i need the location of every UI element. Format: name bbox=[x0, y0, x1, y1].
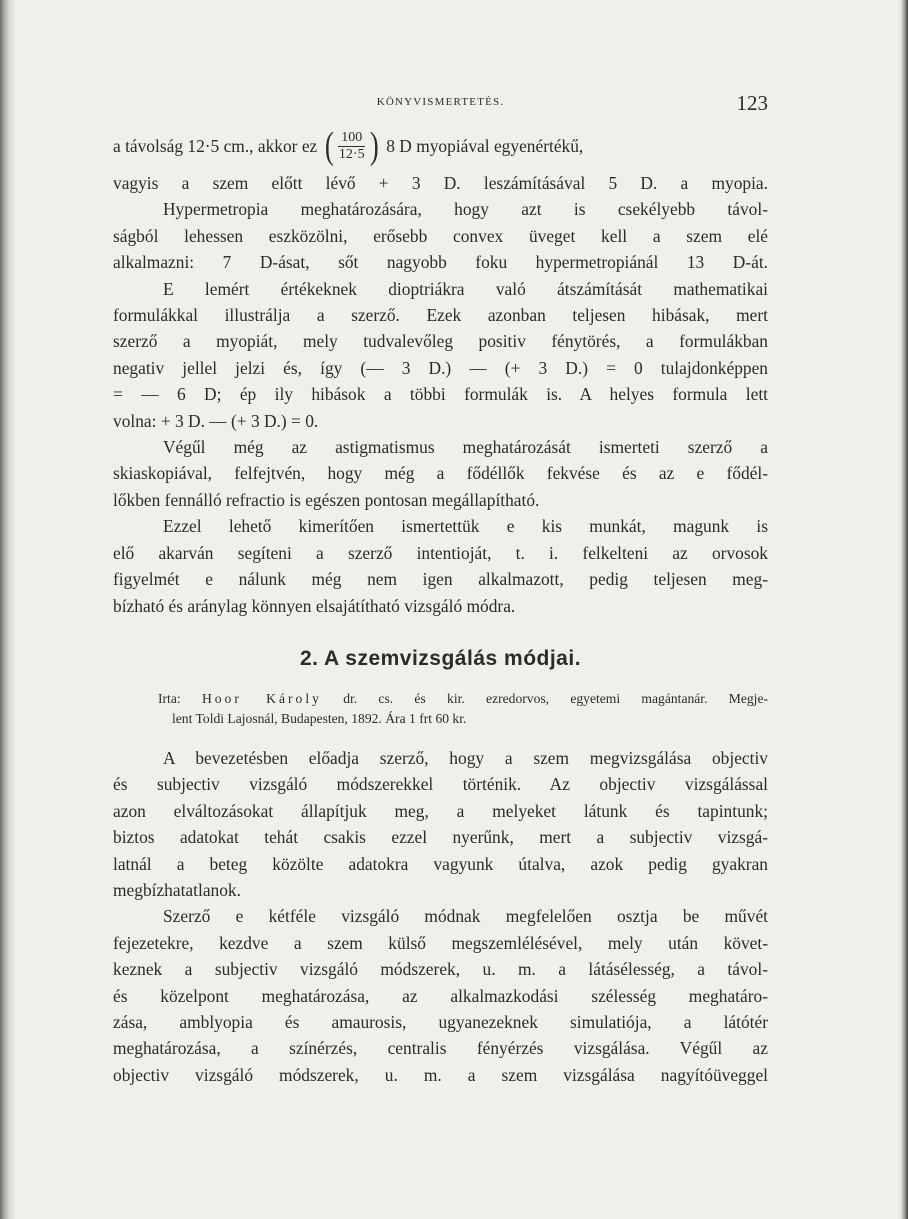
running-head bbox=[113, 93, 768, 113]
paragraph-5 bbox=[113, 745, 768, 903]
text-line: elő akarván segíteni a szerző intentioját, t. i. felkelteni az orvosok bbox=[113, 542, 768, 563]
text-line: fejezetekre, kezdve a szem külső megszemlélésével, mely után követ- bbox=[113, 932, 768, 953]
paragraph-3 bbox=[113, 434, 768, 513]
text-line: negativ jellel jelzi és, így (— 3 D.) — (+ 3 D.) = 0 tulajdonképpen bbox=[113, 357, 768, 378]
text-line: skiaskopiával, felfejtvén, hogy még a fődéllők fekvése és az e fődél- bbox=[113, 463, 768, 484]
body-text bbox=[113, 125, 769, 1088]
left-paren: ( bbox=[325, 125, 335, 167]
text-segment: 8 D myopiával egyenértékű, bbox=[386, 136, 584, 156]
byline-line: lent Toldi Lajosnál, Budapesten, 1892. Ára 1 frt 60 kr. bbox=[172, 710, 467, 726]
text-line: formulákkal illustrálja a szerző. Ezek azonban teljesen hibásak, mert bbox=[113, 305, 768, 326]
text-line: biztos adatokat tehát csakis ezzel nyerűnk, mert a subjectiv vizsgá- bbox=[113, 827, 768, 848]
paragraph-4 bbox=[113, 513, 768, 619]
section-heading: 2. A szemvizsgálás módjai. bbox=[299, 646, 582, 670]
text-line: meghatározása, a színérzés, centralis fényérzés vizsgálása. Végűl az bbox=[113, 1038, 768, 1059]
byline-details: dr. cs. és kir. ezredorvos, egyetemi magántanár. Megje- bbox=[343, 690, 769, 706]
paragraph-6 bbox=[113, 903, 768, 1088]
text-line: Szerző e kétféle vizsgáló módnak megfelelően osztja be művét bbox=[163, 906, 768, 927]
fraction-denominator: 12·5 bbox=[338, 146, 365, 162]
text-segment: a távolság 12·5 cm., akkor ez bbox=[113, 136, 318, 156]
text-line: alkalmazni: 7 D-ásat, sőt nagyobb foku hypermetropiánál 13 D-át. bbox=[113, 252, 768, 273]
scan-edge-right bbox=[898, 0, 908, 1219]
text-line: vagyis a szem előtt lévő + 3 D. leszámításával 5 D. a myopia. bbox=[113, 173, 768, 193]
text-line: ságból lehessen eszközölni, erősebb convex üveget kell a szem elé bbox=[113, 225, 768, 246]
text-line: és subjectiv vizsgáló módszerekkel történik. Az objectiv vizsgálással bbox=[113, 774, 768, 795]
text-line: szerző a myopiát, mely tudvalevőleg positiv fénytörés, a formulákban bbox=[113, 331, 768, 352]
running-title: KÖNYVISMERTETÉS. bbox=[376, 96, 505, 108]
text-line: volna: + 3 D. — (+ 3 D.) = 0. bbox=[113, 410, 319, 431]
text-line: Hypermetropia meghatározására, hogy azt is csekélyebb távol- bbox=[163, 199, 768, 220]
text-line: figyelmét e nálunk még nem igen alkalmazott, pedig teljesen meg- bbox=[113, 569, 768, 590]
text-line: = — 6 D; ép ily hibások a többi formulák is. A helyes formula lett bbox=[113, 384, 768, 405]
byline-author: Hoor Károly bbox=[201, 690, 322, 706]
page-number: 123 bbox=[736, 91, 768, 115]
text-line: keznek a subjectiv vizsgáló módszerek, u. m. a látásélesség, a távol- bbox=[113, 959, 768, 980]
text-line: lőkben fennálló refractio is egészen pontosan megállapítható. bbox=[113, 489, 540, 510]
text-line: zása, amblyopia és amaurosis, ugyanezeknek simulatiója, a látótér bbox=[113, 1011, 768, 1032]
text-line: Végűl még az astigmatismus meghatározását ismerteti szerző a bbox=[163, 437, 768, 458]
text-line: megbízhatatlanok. bbox=[113, 879, 241, 900]
text-line: latnál a beteg közölte adatokra vagyunk útalva, azok pedig gyakran bbox=[113, 853, 768, 874]
formula-line bbox=[113, 122, 768, 170]
text-line: Ezzel lehető kimerítően ismertettük e kis munkát, magunk is bbox=[163, 516, 768, 537]
text-line: azon elváltozásokat állapítjuk meg, a melyeket látunk és tapintunk; bbox=[113, 800, 768, 821]
fraction bbox=[336, 130, 368, 163]
byline-prefix: Irta: bbox=[158, 690, 181, 706]
text-line: A bevezetésben előadja szerző, hogy a szem megvizsgálása objectiv bbox=[163, 747, 768, 768]
byline-line bbox=[158, 689, 768, 709]
fraction-numerator: 100 bbox=[338, 130, 365, 147]
text-line: objectiv vizsgáló módszerek, u. m. a szem vizsgálása nagyítóüveggel bbox=[113, 1064, 768, 1085]
spacer bbox=[113, 729, 768, 745]
paragraph-1 bbox=[113, 122, 768, 276]
scan-edge-left bbox=[0, 0, 16, 1219]
fraction-expression bbox=[323, 127, 380, 165]
text-line: és közelpont meghatározása, az alkalmazkodási szélesség meghatáro- bbox=[113, 985, 768, 1006]
text-line: E lemért értékeknek dioptriákra való átszámítását mathematikai bbox=[163, 278, 768, 299]
text-line: bízható és aránylag könnyen elsajátítható vizsgáló módra. bbox=[113, 595, 516, 616]
right-paren: ) bbox=[369, 125, 379, 167]
byline bbox=[113, 689, 768, 729]
paragraph-2 bbox=[113, 276, 768, 434]
